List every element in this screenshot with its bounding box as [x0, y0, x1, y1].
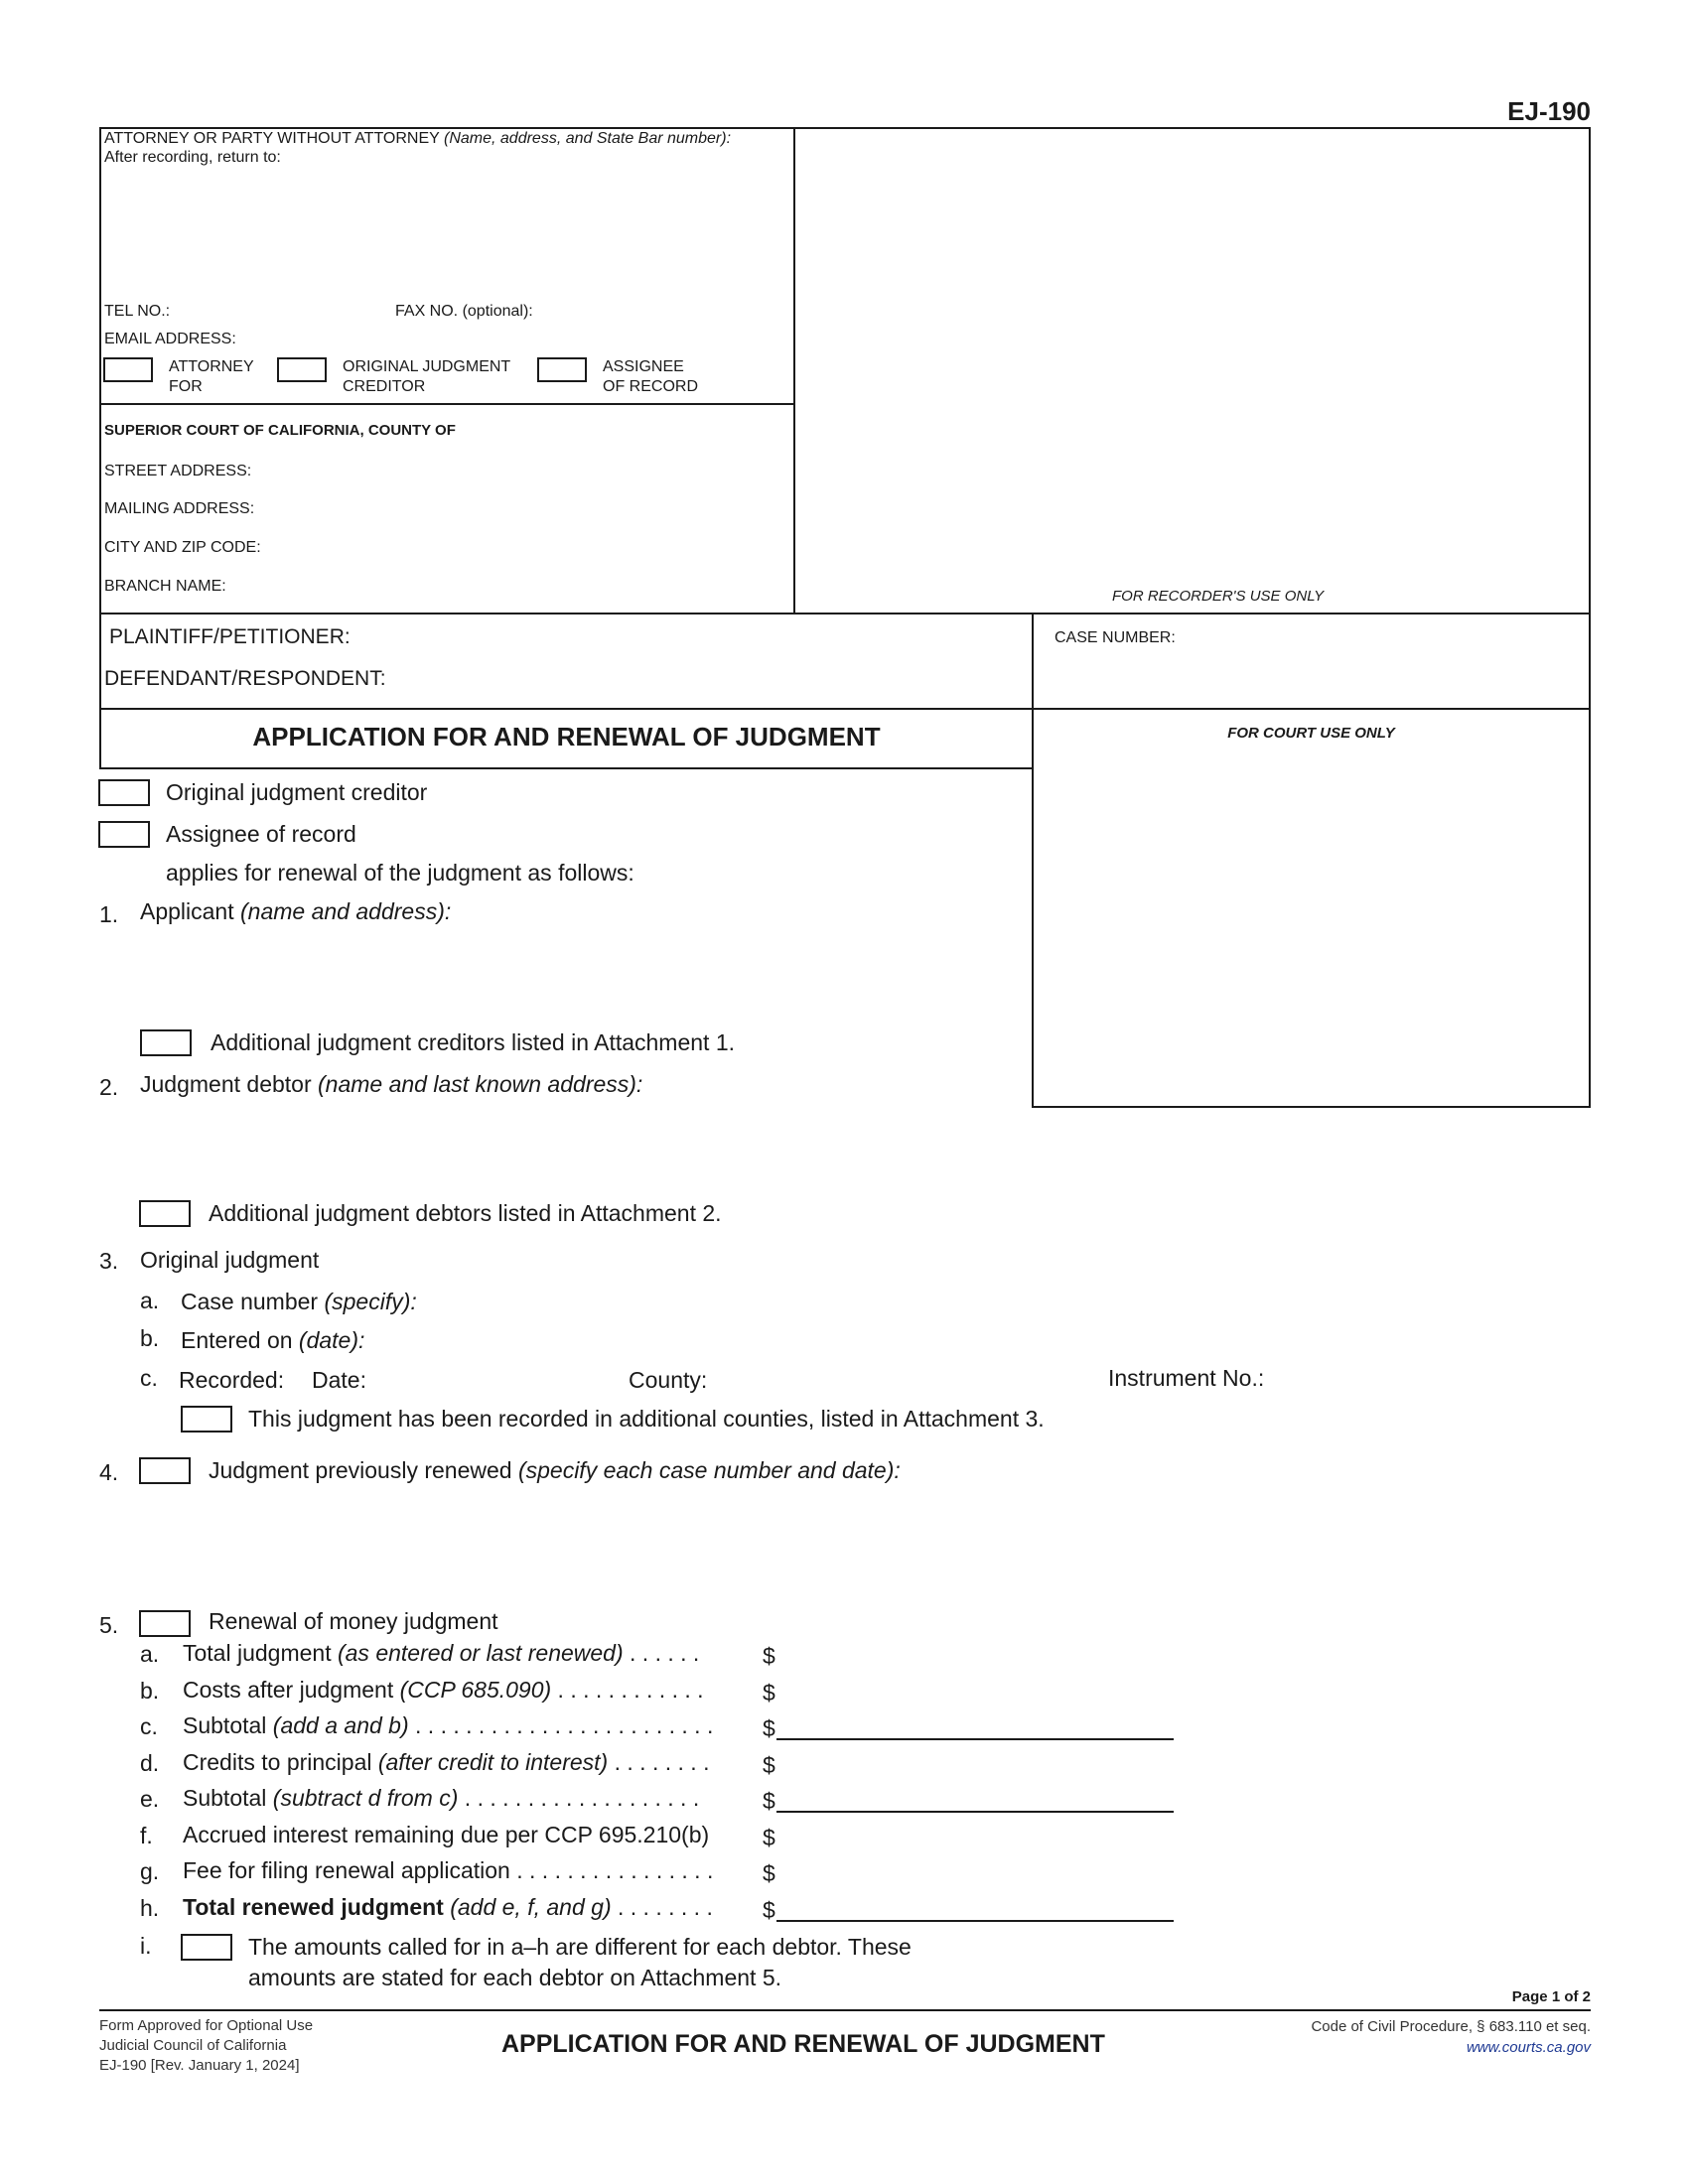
fax-label: FAX NO. (optional):	[395, 303, 533, 320]
form-id: EJ-190	[1507, 96, 1591, 126]
item-5-row-letter: d.	[140, 1750, 160, 1776]
footer-website[interactable]: www.courts.ca.gov	[1466, 2039, 1591, 2056]
item-3-number: 3.	[99, 1248, 119, 1274]
item-3b-letter: b.	[140, 1325, 160, 1351]
item-5-row-dollar: $	[763, 1825, 775, 1850]
original-creditor-intro-checkbox[interactable]	[98, 779, 150, 806]
footer-approval: Form Approved for Optional Use Judicial Council of California EJ-190 [Rev. January 1, 2024]	[99, 2017, 314, 2074]
footer-rule	[99, 2009, 1591, 2011]
plaintiff-label: PLAINTIFF/PETITIONER:	[109, 625, 351, 648]
item-5-row-label: Accrued interest remaining due per CCP 695.210(b)	[183, 1822, 710, 1847]
item-5i-text: The amounts called for in a–h are different for each debtor. These amounts are stated for each debtor on Attachment 5.	[248, 1934, 912, 1990]
item-5-row-label: Total judgment (as entered or last renewed) . . . . . .	[183, 1640, 700, 1666]
defendant-label: DEFENDANT/RESPONDENT:	[104, 667, 386, 690]
branch-name-label: BRANCH NAME:	[104, 578, 226, 595]
original-creditor-label: ORIGINAL JUDGMENT CREDITOR	[343, 358, 511, 395]
court-use-box	[1032, 708, 1591, 1108]
item-3b-label: Entered on (date):	[181, 1327, 365, 1353]
item-5-row-dollar: $	[763, 1752, 775, 1778]
attorney-court-divider	[99, 403, 794, 405]
item-3a-label: Case number (specify):	[181, 1289, 417, 1314]
item-5-row-letter: h.	[140, 1895, 160, 1921]
item-5-row-dollar: $	[763, 1860, 775, 1886]
item-2-additional-checkbox[interactable]	[139, 1200, 191, 1227]
item-5-row-dollar: $	[763, 1680, 775, 1706]
assignee-label: ASSIGNEE OF RECORD	[603, 358, 698, 395]
item-3c-letter: c.	[140, 1365, 158, 1391]
item-4-checkbox[interactable]	[139, 1457, 191, 1484]
item-2-label: Judgment debtor (name and last known address):	[140, 1071, 643, 1097]
caption-divider	[1032, 613, 1034, 710]
footer-code: Code of Civil Procedure, § 683.110 et seq.	[1311, 2018, 1591, 2035]
assignee-checkbox[interactable]	[537, 357, 587, 382]
street-address-label: STREET ADDRESS:	[104, 463, 252, 479]
item-3-additional-label: This judgment has been recorded in additional counties, listed in Attachment 3.	[248, 1406, 1045, 1432]
original-creditor-intro-label: Original judgment creditor	[166, 779, 428, 805]
court-use-label: FOR COURT USE ONLY	[1227, 725, 1395, 742]
item-5-row-label: Subtotal (add a and b) . . . . . . . . . . . . . . . . . . . . . . . .	[183, 1712, 714, 1738]
item-1-additional-label: Additional judgment creditors listed in Attachment 1.	[211, 1029, 736, 1055]
court-title: SUPERIOR COURT OF CALIFORNIA, COUNTY OF	[104, 422, 456, 439]
item-5-row-dollar: $	[763, 1715, 775, 1741]
item-5-label: Renewal of money judgment	[209, 1608, 498, 1634]
city-zip-label: CITY AND ZIP CODE:	[104, 539, 261, 556]
item-5-row-letter: a.	[140, 1641, 160, 1667]
item-5-row-letter: g.	[140, 1858, 160, 1884]
item-5-number: 5.	[99, 1612, 119, 1638]
assignee-intro-label: Assignee of record	[166, 821, 356, 847]
attorney-for-label: ATTORNEY FOR	[169, 358, 254, 395]
item-5-row-label: Costs after judgment (CCP 685.090) . . . . . . . . . . . .	[183, 1677, 704, 1703]
item-1-number: 1.	[99, 901, 119, 927]
item-5i-letter: i.	[140, 1933, 152, 1959]
item-5i-checkbox[interactable]	[181, 1934, 232, 1961]
original-creditor-checkbox[interactable]	[277, 357, 327, 382]
item-5-row-dollar: $	[763, 1788, 775, 1814]
tel-label: TEL NO.:	[104, 303, 171, 320]
applies-text: applies for renewal of the judgment as follows:	[166, 860, 634, 886]
item-3c-county-label: County:	[629, 1367, 708, 1393]
item-2-additional-label: Additional judgment debtors listed in Attachment 2.	[209, 1200, 722, 1226]
form-title: APPLICATION FOR AND RENEWAL OF JUDGMENT	[252, 722, 881, 751]
email-label: EMAIL ADDRESS:	[104, 331, 236, 347]
item-5-row-label: Credits to principal (after credit to interest) . . . . . . . .	[183, 1749, 710, 1775]
attorney-for-checkbox[interactable]	[103, 357, 153, 382]
item-5-row-letter: c.	[140, 1713, 158, 1739]
item-5-checkbox[interactable]	[139, 1610, 191, 1637]
after-recording-label: After recording, return to:	[104, 149, 281, 166]
page-indicator: Page 1 of 2	[1511, 1988, 1591, 2005]
item-5-row-letter: e.	[140, 1786, 160, 1812]
item-5-row-amount-line[interactable]	[776, 1738, 1174, 1740]
item-5-row-label: Subtotal (subtract d from c) . . . . . . . . . . . . . . . . . . .	[183, 1785, 700, 1811]
header-divider	[793, 127, 795, 614]
item-4-number: 4.	[99, 1459, 119, 1485]
item-5-row-letter: b.	[140, 1678, 160, 1704]
item-3a-letter: a.	[140, 1288, 160, 1313]
item-3c-date-label: Date:	[312, 1367, 366, 1393]
item-5-row-amount-line[interactable]	[776, 1811, 1174, 1813]
attorney-label: ATTORNEY OR PARTY WITHOUT ATTORNEY (Name, address, and State Bar number):	[104, 130, 732, 147]
case-number-label: CASE NUMBER:	[1055, 629, 1176, 646]
item-5-row-dollar: $	[763, 1897, 775, 1923]
item-1-label: Applicant (name and address):	[140, 898, 452, 924]
item-3-label: Original judgment	[140, 1247, 320, 1273]
item-3-additional-checkbox[interactable]	[181, 1406, 232, 1433]
item-3c-instrument-label: Instrument No.:	[1108, 1365, 1265, 1391]
item-3c-recorded: Recorded:	[179, 1367, 285, 1393]
assignee-intro-checkbox[interactable]	[98, 821, 150, 848]
item-2-number: 2.	[99, 1074, 119, 1100]
item-1-additional-checkbox[interactable]	[140, 1029, 192, 1056]
item-5-row-letter: f.	[140, 1823, 153, 1848]
recorder-use-label: FOR RECORDER'S USE ONLY	[1112, 588, 1325, 605]
item-5-row-label: Total renewed judgment (add e, f, and g) . . . . . . . .	[183, 1894, 713, 1920]
mailing-address-label: MAILING ADDRESS:	[104, 500, 255, 517]
item-5-row-label: Fee for filing renewal application . . . . . . . . . . . . . . . .	[183, 1857, 714, 1883]
item-4-label: Judgment previously renewed (specify each case number and date):	[209, 1457, 901, 1483]
footer-title: APPLICATION FOR AND RENEWAL OF JUDGMENT	[501, 2030, 1105, 2058]
item-5-row-amount-line[interactable]	[776, 1920, 1174, 1922]
item-5-row-dollar: $	[763, 1643, 775, 1669]
